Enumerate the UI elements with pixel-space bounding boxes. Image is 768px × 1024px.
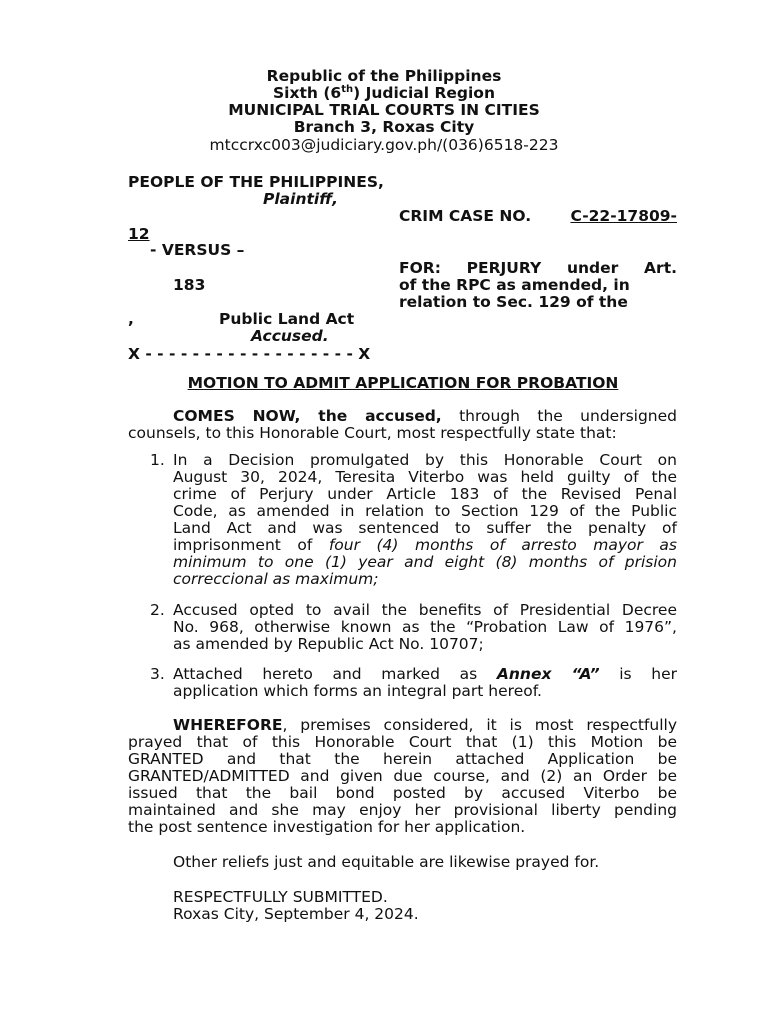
intro-line1 — [128, 408, 677, 425]
header-branch: Branch 3, Roxas City — [293, 118, 475, 136]
item1-line: crime of Perjury under Article 183 of the Revised Penal — [173, 485, 677, 503]
other-reliefs: Other reliefs just and equitable are likewise prayed for. — [173, 853, 600, 871]
plaintiff-name: PEOPLE OF THE PHILIPPINES, — [128, 173, 384, 191]
item1-line: August 30, 2024, Teresita Viterbo was held guilty of the — [173, 468, 677, 486]
wherefore-line: maintained and she may enjoy her provisional liberty pending — [128, 801, 677, 819]
caption-divider: X - - - - - - - - - - - - - - - - - - X — [128, 345, 371, 363]
case-number-part2: 12 — [128, 225, 150, 243]
wherefore-line: the post sentence investigation for her application. — [128, 818, 526, 836]
item2-line: No. 968, otherwise known as the “Probation Law of 1976”, — [173, 618, 677, 636]
item3-paragraph — [173, 666, 677, 700]
case-number-line — [399, 208, 677, 225]
header-region-post: ) Judicial Region — [353, 84, 495, 102]
header-region-pre: Sixth (6 — [273, 84, 342, 102]
wherefore-rest: , premises considered, it is most respectfully — [282, 716, 677, 734]
item1-number: 1. — [150, 451, 165, 469]
intro-paragraph — [128, 408, 677, 442]
accused-role: Accused. — [251, 327, 329, 345]
public-land-act: Public Land Act — [219, 310, 355, 328]
item3-line2: application which forms an integral part hereof. — [173, 682, 542, 700]
for-line1 — [399, 260, 677, 277]
versus-label: - VERSUS – — [150, 241, 245, 259]
item1-line6-pre: imprisonment of — [173, 536, 329, 554]
wherefore-line: GRANTED and that the herein attached Application be — [128, 750, 677, 768]
header-region — [0, 85, 768, 102]
item1-line6 — [173, 537, 677, 554]
item1-line8: correccional as maximum; — [173, 570, 379, 588]
for-line3: relation to Sec. 129 of the — [399, 293, 628, 311]
item1-paragraph — [173, 452, 677, 588]
item2-paragraph — [173, 602, 677, 653]
item3-number: 3. — [150, 665, 165, 683]
caption-comma: , — [128, 310, 134, 328]
item3-line1-pre: Attached hereto and marked as — [173, 665, 497, 683]
item1-line6-italic: four (4) months of arresto mayor as — [328, 536, 677, 554]
wherefore-line1 — [128, 717, 677, 734]
wherefore-line: GRANTED/ADMITTED and given due course, and (2) an Order be — [128, 767, 677, 785]
item2-line: Accused opted to avail the benefits of Presidential Decree — [173, 601, 677, 619]
respectfully-submitted: RESPECTFULLY SUBMITTED. — [173, 888, 388, 906]
wherefore-bold: WHEREFORE — [173, 716, 283, 734]
case-number-part1: C-22-17809- — [570, 207, 677, 225]
item2-line: as amended by Republic Act No. 10707; — [173, 635, 484, 653]
case-label: CRIM CASE NO. — [399, 207, 532, 225]
header-republic: Republic of the Philippines — [266, 67, 502, 85]
for-line2: of the RPC as amended, in — [399, 276, 630, 294]
document-title: MOTION TO ADMIT APPLICATION FOR PROBATION — [187, 374, 619, 392]
intro-bold: COMES NOW, the accused, — [173, 407, 442, 425]
place-date: Roxas City, September 4, 2024. — [173, 905, 419, 923]
plaintiff-role: Plaintiff, — [263, 190, 338, 208]
annex-label: Annex “A” — [496, 665, 600, 683]
header-region-sup: th — [341, 83, 354, 95]
item2-number: 2. — [150, 601, 165, 619]
item3-line1 — [173, 666, 677, 683]
wherefore-paragraph — [128, 717, 677, 836]
wherefore-line: issued that the bail bond posted by accused Viterbo be — [128, 784, 677, 802]
header-court: MUNICIPAL TRIAL COURTS IN CITIES — [228, 101, 540, 119]
for-label: FOR: PERJURY under Art. — [399, 259, 677, 277]
header-contact: mtccrxc003@judiciary.gov.ph/(036)6518-223 — [209, 136, 559, 154]
item1-line: Code, as amended in relation to Section 129 of the Public — [173, 502, 677, 520]
intro-line2: counsels, to this Honorable Court, most respectfully state that: — [128, 424, 617, 442]
item1-line: In a Decision promulgated by this Honorable Court on — [173, 451, 677, 469]
item1-line: Land Act and was sentenced to suffer the penalty of — [173, 519, 677, 537]
item1-line7: minimum to one (1) year and eight (8) months of prision — [173, 553, 677, 571]
intro-rest: through the undersigned — [441, 407, 677, 425]
article-number: 183 — [173, 276, 206, 294]
wherefore-line: prayed that of this Honorable Court that (1) this Motion be — [128, 733, 677, 751]
item3-line1-post: is her — [599, 665, 677, 683]
